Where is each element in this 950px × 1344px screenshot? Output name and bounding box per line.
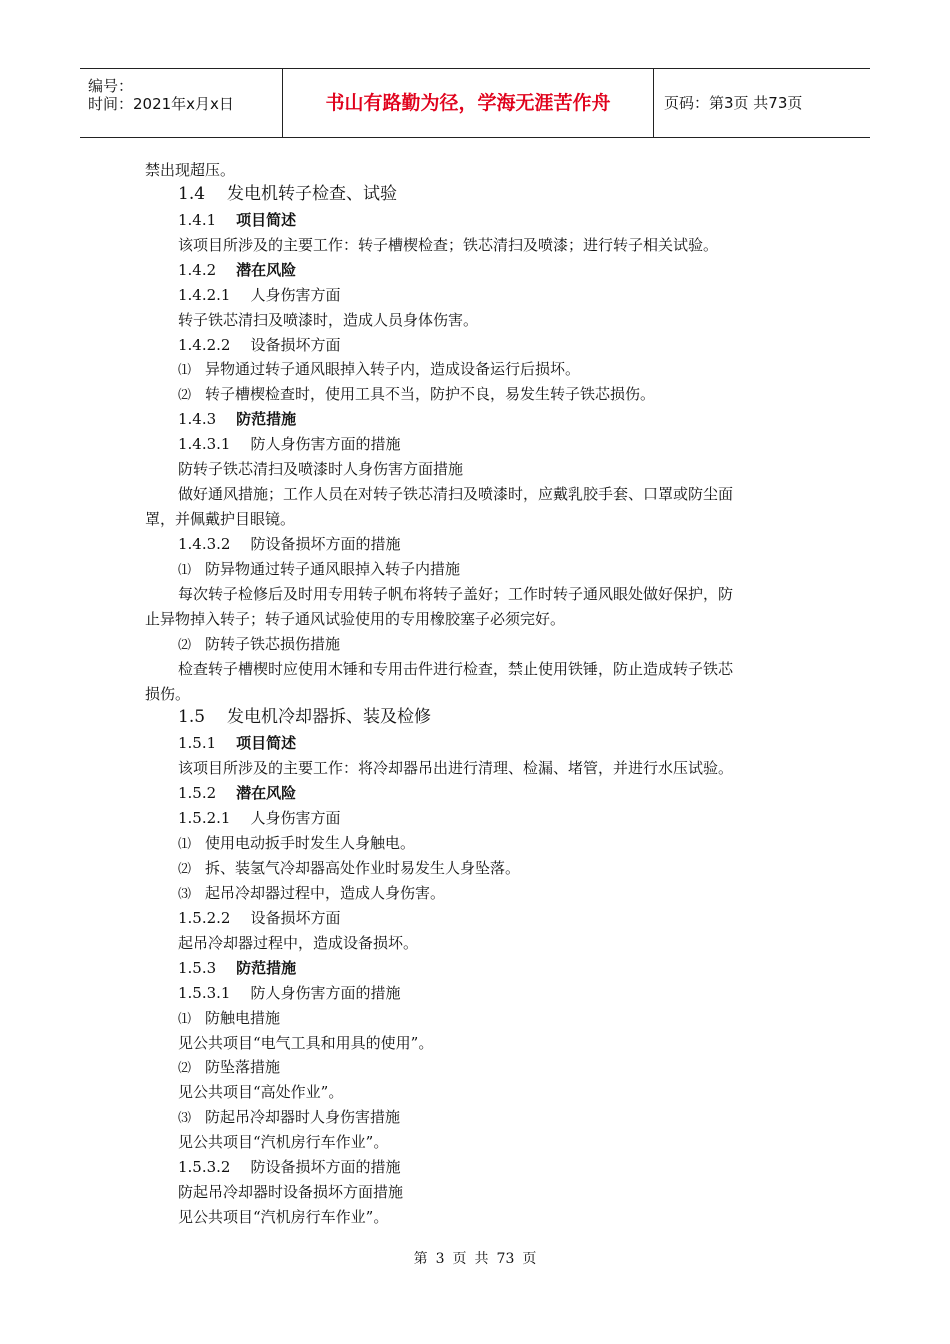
line-text: 起吊冷却器过程中，造成设备损坏。 bbox=[178, 933, 419, 952]
section-heading bbox=[178, 335, 341, 355]
line-text: 防起吊冷却器时设备损坏方面措施 bbox=[178, 1183, 404, 1202]
section-number: 1.5 bbox=[178, 707, 206, 728]
line-text: 罩，并佩戴护目眼镜。 bbox=[145, 510, 296, 529]
section-number: 1.4.3.1 bbox=[178, 435, 231, 454]
paragraph-line bbox=[178, 1207, 388, 1227]
section-number: ⑵ bbox=[178, 637, 192, 653]
line-text: 该项目所涉及的主要工作：将冷却器吊出进行清理、检漏、堵管，并进行水压试验。 bbox=[178, 759, 734, 778]
line-text: 人身伤害方面 bbox=[250, 285, 341, 304]
footer-page-suffix: 页 bbox=[452, 1251, 467, 1267]
line-text: 见公共项目“高处作业”。 bbox=[178, 1083, 344, 1102]
list-item bbox=[178, 1008, 280, 1030]
footer-total-suffix: 页 bbox=[522, 1251, 537, 1267]
paragraph-line bbox=[178, 1182, 403, 1202]
paragraph-line bbox=[178, 1132, 388, 1152]
section-heading bbox=[178, 707, 431, 727]
line-text: 防范措施 bbox=[236, 958, 297, 977]
section-heading bbox=[178, 1157, 401, 1177]
list-item bbox=[178, 559, 460, 581]
section-number: 1.5.3.1 bbox=[178, 983, 231, 1002]
line-text: 检查转子槽楔时应使用木锤和专用击件进行检查，禁止使用铁锤，防止造成转子铁芯 bbox=[178, 659, 734, 678]
section-number: 1.5.2.1 bbox=[178, 809, 231, 828]
section-number: 1.5.3.2 bbox=[178, 1158, 231, 1177]
section-number: 1.4.2.1 bbox=[178, 285, 231, 304]
line-text: 转子槽楔检查时，使用工具不当，防护不良，易发生转子铁芯损伤。 bbox=[205, 385, 656, 404]
line-text: 防转子铁芯清扫及喷漆时人身伤害方面措施 bbox=[178, 460, 464, 479]
list-item bbox=[178, 634, 340, 656]
section-heading bbox=[178, 733, 296, 753]
section-number: 1.5.2.2 bbox=[178, 908, 231, 927]
footer-prefix: 第 bbox=[413, 1251, 428, 1267]
section-number: ⑵ bbox=[178, 1061, 192, 1077]
line-text: 防异物通过转子通风眼掉入转子内措施 bbox=[205, 559, 461, 578]
line-text: 项目简述 bbox=[236, 734, 297, 753]
line-text: 防转子铁芯损伤措施 bbox=[205, 634, 341, 653]
line-text: 转子铁芯清扫及喷漆时，造成人员身体伤害。 bbox=[178, 310, 479, 329]
section-number: ⑵ bbox=[178, 388, 192, 404]
section-number: ⑴ bbox=[178, 363, 192, 379]
list-item bbox=[178, 858, 520, 880]
section-heading bbox=[178, 808, 341, 828]
line-text: 见公共项目“汽机房行车作业”。 bbox=[178, 1133, 389, 1152]
list-item bbox=[178, 833, 415, 855]
line-text: 发电机冷却器拆、装及检修 bbox=[227, 707, 432, 728]
line-text: 防设备损坏方面的措施 bbox=[250, 1158, 401, 1177]
section-heading bbox=[178, 184, 397, 204]
line-text: 防人身伤害方面的措施 bbox=[250, 435, 401, 454]
section-number: ⑴ bbox=[178, 837, 192, 853]
paragraph-line bbox=[178, 1082, 343, 1102]
section-number: 1.4.1 bbox=[178, 210, 217, 229]
line-text: 防触电措施 bbox=[205, 1008, 281, 1027]
header-meta-cell bbox=[80, 69, 283, 137]
section-number: 1.4.2 bbox=[178, 260, 217, 279]
list-item bbox=[178, 359, 580, 381]
section-number: 1.5.3 bbox=[178, 958, 217, 977]
list-item bbox=[178, 1057, 280, 1079]
paragraph-line bbox=[178, 758, 733, 778]
footer-total-prefix: 共 bbox=[474, 1251, 489, 1267]
paragraph-line bbox=[145, 509, 295, 529]
header-motto: 书山有路勤为径，学海无涯苦作舟 bbox=[283, 69, 654, 137]
line-text: 禁出现超压。 bbox=[145, 161, 236, 179]
doc-date-label: 时间：2021年x月x日 bbox=[88, 95, 234, 113]
line-text: 止异物掉入转子；转子通风试验使用的专用橡胶塞子必须完好。 bbox=[145, 609, 566, 628]
line-text: 使用电动扳手时发生人身触电。 bbox=[205, 834, 416, 853]
section-number: 1.5.1 bbox=[178, 734, 217, 753]
section-number: 1.4 bbox=[178, 183, 206, 204]
line-text: 起吊冷却器过程中，造成人身伤害。 bbox=[205, 883, 446, 902]
section-number: ⑴ bbox=[178, 1011, 192, 1027]
line-text: 设备损坏方面 bbox=[250, 335, 341, 354]
footer-page-number: 3 bbox=[435, 1251, 445, 1267]
paragraph-line bbox=[178, 933, 418, 953]
line-text: 设备损坏方面 bbox=[250, 908, 341, 927]
section-number: ⑶ bbox=[178, 1111, 192, 1127]
section-heading bbox=[178, 908, 341, 928]
header-page-info: 页码：第3页 共73页 bbox=[664, 94, 803, 112]
section-number: ⑶ bbox=[178, 886, 192, 902]
line-text: 见公共项目“电气工具和用具的使用”。 bbox=[178, 1033, 434, 1052]
paragraph-line bbox=[178, 484, 733, 504]
list-item bbox=[178, 883, 445, 905]
line-text: 损伤。 bbox=[145, 684, 191, 703]
section-number: 1.4.3.2 bbox=[178, 534, 231, 553]
section-heading bbox=[178, 260, 296, 280]
line-text: 防范措施 bbox=[236, 410, 297, 429]
list-item bbox=[178, 384, 655, 406]
line-text: 潜在风险 bbox=[236, 784, 297, 803]
section-heading bbox=[178, 783, 296, 803]
list-item bbox=[178, 1107, 400, 1129]
line-text: 防起吊冷却器时人身伤害措施 bbox=[205, 1108, 401, 1127]
paragraph-line bbox=[178, 310, 478, 330]
line-text: 异物通过转子通风眼掉入转子内，造成设备运行后损坏。 bbox=[205, 360, 581, 379]
line-text: 项目简述 bbox=[236, 210, 297, 229]
line-text: 见公共项目“汽机房行车作业”。 bbox=[178, 1208, 389, 1227]
section-heading bbox=[178, 210, 296, 230]
section-heading bbox=[178, 409, 296, 429]
line-text: 潜在风险 bbox=[236, 260, 297, 279]
section-number: ⑵ bbox=[178, 862, 192, 878]
page-header bbox=[80, 68, 870, 138]
line-text: 拆、装氢气冷却器高处作业时易发生人身坠落。 bbox=[205, 859, 521, 878]
paragraph-line bbox=[178, 659, 733, 679]
line-text: 发电机转子检查、试验 bbox=[227, 183, 398, 204]
section-number: 1.5.2 bbox=[178, 784, 217, 803]
paragraph-line bbox=[178, 584, 733, 604]
line-text: 每次转子检修后及时用专用转子帆布将转子盖好；工作时转子通风眼处做好保护，防 bbox=[178, 584, 734, 603]
section-heading bbox=[178, 285, 341, 305]
line-text: 该项目所涉及的主要工作：转子槽楔检查；铁芯清扫及喷漆；进行转子相关试验。 bbox=[178, 235, 719, 254]
section-heading bbox=[178, 983, 401, 1003]
section-number: 1.4.3 bbox=[178, 410, 217, 429]
section-number: ⑴ bbox=[178, 562, 192, 578]
section-heading bbox=[178, 534, 401, 554]
line-text: 人身伤害方面 bbox=[250, 809, 341, 828]
paragraph-line bbox=[145, 684, 190, 704]
paragraph-line bbox=[145, 160, 235, 180]
paragraph-line bbox=[178, 235, 718, 255]
section-heading bbox=[178, 958, 296, 978]
paragraph-line bbox=[178, 459, 463, 479]
footer-total-pages: 73 bbox=[496, 1251, 515, 1267]
line-text: 防设备损坏方面的措施 bbox=[250, 534, 401, 553]
paragraph-line bbox=[145, 609, 565, 629]
line-text: 防坠落措施 bbox=[205, 1058, 281, 1077]
section-number: 1.4.2.2 bbox=[178, 335, 231, 354]
doc-code-label: 编号： bbox=[88, 77, 134, 95]
line-text: 防人身伤害方面的措施 bbox=[250, 983, 401, 1002]
section-heading bbox=[178, 434, 401, 454]
paragraph-line bbox=[178, 1033, 433, 1053]
page-footer bbox=[0, 1248, 950, 1268]
line-text: 做好通风措施；工作人员在对转子铁芯清扫及喷漆时，应戴乳胶手套、口罩或防尘面 bbox=[178, 485, 734, 504]
